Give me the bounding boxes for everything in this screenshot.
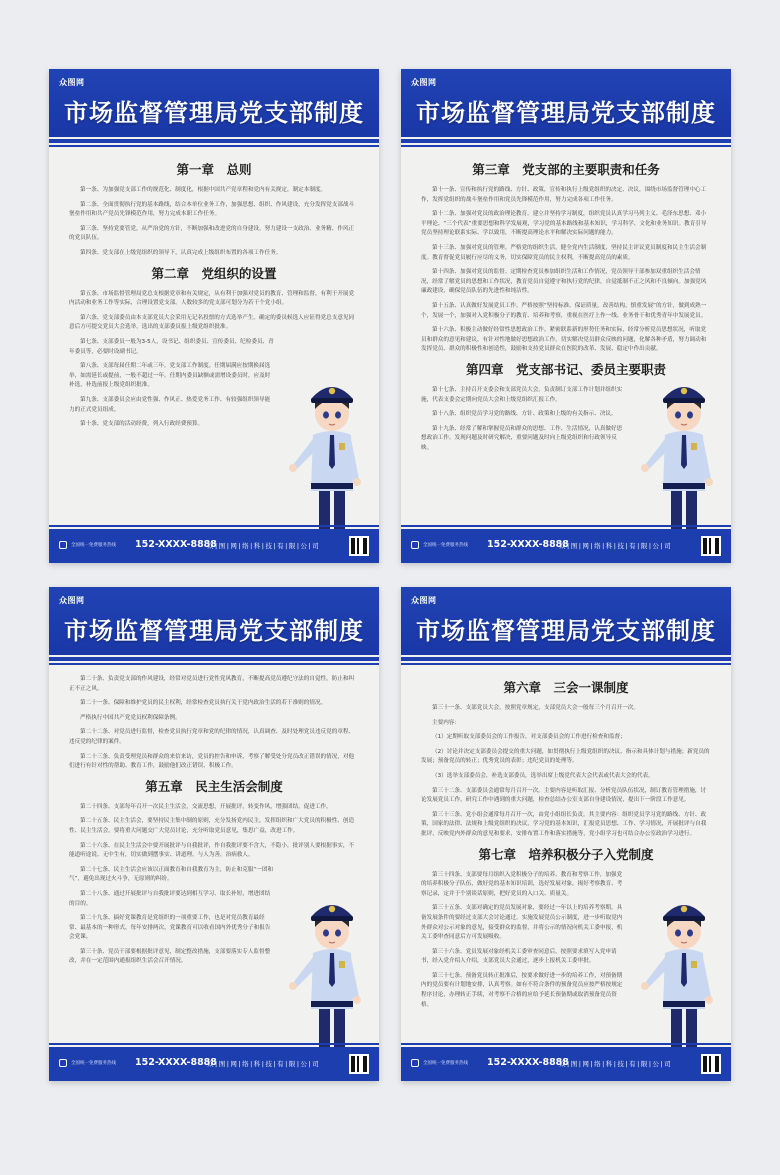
- header-stripe-thin: [49, 145, 379, 147]
- poster-header: [49, 587, 379, 655]
- qr-code-icon: [701, 1054, 721, 1074]
- poster-footer: [49, 1047, 379, 1081]
- clause-paragraph: 第三十三条、党小组会通常每月召开一次，由党小组组长负责。其主要内容：组织党员学习党的路线、方针、政策，国家的法律、法规和上级党组织的决议，学习党的基本知识，汇报党员思想、工作、学习情况，开展批评与自我批评，反映党内外群众的意见和要求，安排布置工作和落实措施等，党小组学习也可结合办公室政治学习进行。: [421, 811, 707, 837]
- chapter-title: 第四章 党支部书记、委员主要职责: [465, 361, 666, 377]
- poster-footer: [49, 529, 379, 563]
- hotline-label: 全国统一免费服务热线: [71, 543, 116, 548]
- poster-footer: [401, 1047, 731, 1081]
- logo-text: 众图网: [59, 596, 85, 605]
- clause-paragraph: 第六条、党支部委员由本支部党员大会采用无记名投票的方式选举产生。确定的委员候选人应征得党总支意见同意后方可提交党员大会选举，选出的支部委员报上级党组织批准。: [69, 314, 355, 331]
- clause-paragraph: 第八条、支部每届任期二年或三年。党支部工作制度。任期届满应按期换届选举，如需延长或提前，一般不超过一年。任期内委员缺额或需增设委员时，应及时补选，补选前报上级党组织批准。: [69, 363, 271, 389]
- header-stripe-thin: [401, 663, 731, 665]
- clause-paragraph: 第三十五条、支部对确定的党员发展对象，要经过一年以上的培养考察期，具备发展条件的要经过支部大会讨论通过。实施发展党员公示制度，进一步听取党内外群众对公示对象的意见，接受群众的监督，并将公示的情况向机关工委申报，机关工委审查同意后方可发展吸收。: [421, 905, 623, 941]
- poster-4: [401, 587, 731, 1081]
- clause-paragraph: 第二十四条、支部每年召开一次民主生活会，交流思想，开展批评，转变作风，增强团结，促进工作。: [80, 803, 332, 810]
- header-stripe: [401, 657, 731, 661]
- poster-title: 市场监督管理局党支部制度: [64, 617, 364, 645]
- poster-3: [49, 587, 379, 1081]
- clause-paragraph: 第二十三条、负责受理党员和群众的来信来访，党员的控告和申诉，考察了解受处分党员改正错误的情况，对他们进行有针对性的帮助、教育工作，鼓励他们改正错误、积极工作。: [69, 753, 355, 770]
- qr-code-icon: [349, 536, 369, 556]
- clause-paragraph: （2）讨论并决定支部委员会提交的重大问题，如贯彻执行上级党组织的决议、指示和具体计划与措施；新党员的发展；预备党员的转正；优秀党员的表彰；违纪党员的处理等。: [421, 748, 710, 765]
- phone-number: 152-XXXX-8888: [135, 1057, 217, 1068]
- phone-number: 152-XXXX-8888: [135, 539, 217, 550]
- clause-paragraph: 第二十一条、保障和维护党员的民主权利，经常检查党员执行关于党内政治生活的若干准则的情况。: [80, 700, 327, 707]
- clause-paragraph: 第二十九条、搞好党课教育是党组织的一项重要工作，也是对党员教育最经常、最基本的一种形式，每年安排两次，党课教育可以收看国内外优秀分子和报告会党课。: [69, 915, 271, 941]
- clause-paragraph: 第十五条、认真做好发展党员工作。严格按照“坚持标准，保证质量，改善结构，慎重发展”的方针，做到成熟一个，发展一个，加强对入党积极分子的教育、培养和考察，重视在医疗上作一线、业务骨干和优秀青年中发展党员。: [421, 302, 707, 319]
- chapter-title: 第三章 党支部的主要职责和任务: [472, 162, 660, 177]
- clause-paragraph: 第二十六条、在民主生活会中要开展批评与自我批评，作自我批评要不含大，不隐小，批评别人要根据事实，不能道听途说、无中生有，切实做到摆事实、讲道理，与人为善，治病救人。: [69, 842, 355, 859]
- clause-paragraph: 第二十八条、通过开展批评与自我批评要达到相互学习、取长补短，增进团结的目的。: [69, 890, 271, 907]
- clause-paragraph: 第十八条、组织党员学习党的路线、方针、政策和上级的有关指示、决议。: [432, 411, 617, 418]
- clause-paragraph: 第七条、支部委员一般为3-5人，设书记、组织委员、宣传委员、纪检委员、青年委员等，必要时设副书记。: [69, 338, 274, 355]
- clause-paragraph: 第三十条、党员干部要根据批评意见，制定整改措施，支部要落实专人监督整改，并在一定范围内通报组织生活会召开情况。: [69, 948, 271, 965]
- header-stripe: [49, 657, 379, 661]
- clause-paragraph: 第十一条、宣传和执行党的路线、方针、政策，宣传和执行上级党组织的决定、决议，围绕市场监督管理中心工作，发挥党组织的战斗堡垒作用和党员先锋模范作用，努力完成各项工作任务。: [421, 187, 707, 203]
- clause-paragraph: 第五条、市场监督管理局党总支根据党章和有关规定，从有利于加强对党员的教育、管理和监督，有利于开展党内活动和业务工作等实际，合理设置党支部。人数较多的党支部可划分为若干个党小组。: [69, 290, 355, 307]
- logo-text: 众图网: [411, 596, 437, 605]
- qr-code-icon: [349, 1054, 369, 1074]
- clause-paragraph: 第十九条、经常了解和掌握党员和群众的思想、工作、生活情况，认真做好思想政治工作。发现问题及时研究解决，重要问题及时向上级党组织和行政领导反映。: [421, 425, 623, 451]
- logo-text: 众图网: [59, 78, 85, 87]
- police-officer-icon: [289, 887, 377, 1057]
- chapter-title: 第六章 三会一课制度: [503, 680, 629, 695]
- clause-paragraph: 第十七条、主持召开支委会和支部党员大会。负责制订支部工作计划并组织实施，代表支委会定期向党员大会和上级党组织汇报工作。: [421, 386, 623, 403]
- clause-paragraph: 第二十七条、民主生活会应该以正面教育和自我教育为主，防止和克服“一团和气”，避免出现过火斗争，无原则的纠纷。: [69, 866, 274, 883]
- footer-logo-icon: [59, 1059, 67, 1067]
- footer-stripe: [49, 525, 379, 527]
- footer-logo-icon: [411, 541, 419, 549]
- clause-paragraph: 第十二条、加强对党员的政治理论教育。建立并坚持学习制度，组织党员认真学习马列主义、毛泽东思想、邓小平理论、“三个代表”重要思想和科学发展观，学习党的基本路线和基本知识，学习科学、文化和业务知识。教育引导党员坚持理论联系实际、学以致用，不断提高理论水平和解决实际问题的能力。: [421, 211, 707, 237]
- header-stripe-thin: [49, 663, 379, 665]
- chapter-title: 第二章 党组织的设置: [151, 265, 277, 281]
- clause-paragraph: 第三十二条、支部委员会通常每月召开一次。主要内容是听取汇报、分析党员队伍状况，制订教育管理措施，讨论发展党员工作，研究工作中遇到的重大问题，检查总结办公室支部自身建设情况，提出下一阶段工作意见。: [421, 787, 707, 804]
- poster-header: [401, 69, 731, 137]
- company-name: 众|图|网|络|科|技|有|限|公|司: [559, 542, 673, 550]
- poster-title: 市场监督管理局党支部制度: [416, 99, 716, 127]
- poster-title: 市场监督管理局党支部制度: [64, 99, 364, 127]
- clause-paragraph: 第三十六条、党员发展对象经机关工委审查同意后，按照要求填写入党申请书，经入党介绍人介绍，支部党员大会通过，逐步上报机关工委审批。: [421, 948, 617, 965]
- hotline-label: 全国统一免费服务热线: [423, 1061, 468, 1066]
- clause-paragraph: 第二十二条、对党员进行监督，检查党员执行党章和党的纪律的情况，认真调查、及时处理党员违反党的章程、违反党的纪律的案件。: [69, 729, 355, 745]
- clause-paragraph: （1）定期听取支部委员会的工作报告，对支部委员会的工作进行检查和监督；: [432, 734, 626, 741]
- clause-paragraph: 第十六条、积极主动做好经常性思想政治工作。紧密联系新的形势任务和实际，经常分析党员思想状况，听取党员和群众的意见和建议，有针对性地做好思想政治工作。切实解决党员群众反映的问题，化解各种矛盾，努力调动和发挥党员、群众的积极性和创造性，鼓励和支持党员群众在医院的改革、发展、稳定中作出贡献。: [421, 327, 707, 353]
- qr-code-icon: [701, 536, 721, 556]
- clause-paragraph: （3）选举支部委员会，补选支部委员，选举出席上级党代表大会代表或代表大会的代表。: [432, 772, 654, 779]
- phone-number: 152-XXXX-8888: [487, 1057, 569, 1068]
- clause-paragraph: 第二条、全面贯彻执行党的基本路线，结合本单位业务工作，加强思想、组织、作风建设，充分发挥党支部战斗堡垒作用和共产党员先锋模范作用，努力完成本职工作任务。: [69, 201, 355, 218]
- hotline-label: 全国统一免费服务热线: [423, 543, 468, 548]
- clause-paragraph: 第三十一条、支部党员大会，按照党章规定，支部党员大会一般每三个月召开一次。: [432, 705, 639, 711]
- footer-stripe: [49, 1043, 379, 1045]
- clause-paragraph: 第二十五条、民主生活会，要坚持民主集中制的原则，充分发扬党内民主，发挥组织和广大党员的积极性、创造性、民主生活会，要将重大问题交广大党员讨论，充分听取党员意见，集思广益，改进工作。: [69, 818, 355, 834]
- poster-header: [401, 587, 731, 655]
- clause-paragraph: 第十条、党支部的活动经费，列入行政经费预算。: [80, 421, 204, 428]
- header-stripe: [49, 139, 379, 143]
- clause-paragraph: 第四条、党支部在上级党组织的领导下，认真完成上级组织布置的各项工作任务。: [80, 249, 282, 256]
- company-name: 众|图|网|络|科|技|有|限|公|司: [207, 1060, 321, 1068]
- hotline-label: 全国统一免费服务热线: [71, 1061, 116, 1066]
- clause-paragraph: 第二十条、负责党支部的作风建设，经常对党员进行党性党风教育，不断提高党员遵纪守法的自觉性，防止和纠正不正之风。: [69, 676, 355, 692]
- clause-paragraph: 第九条、支部委员会应由党性强、作风正、热爱党务工作、有较强组织领导能力的正式党员组成。: [69, 396, 271, 413]
- clause-paragraph: 第十三条、加强对党员的管理。严格党的组织生活，健全党内生活制度，坚持民主评议党员制度和民主生活会制度。教育督促党员履行应尽的义务，切实保障党员的民主权利，不断提高党员的素质。: [421, 244, 707, 261]
- footer-logo-icon: [411, 1059, 419, 1067]
- clause-paragraph: 严格执行中国共产党党员权利保障条例。: [80, 714, 181, 721]
- police-officer-icon: [641, 369, 729, 539]
- poster-title: 市场监督管理局党支部制度: [416, 617, 716, 645]
- police-officer-icon: [641, 887, 729, 1057]
- footer-stripe: [401, 525, 731, 527]
- phone-number: 152-XXXX-8888: [487, 539, 569, 550]
- poster-footer: [401, 529, 731, 563]
- header-stripe-thin: [401, 145, 731, 147]
- company-name: 众|图|网|络|科|技|有|限|公|司: [207, 542, 321, 550]
- footer-stripe: [401, 1043, 731, 1045]
- clause-paragraph: 第三十四条、支部要每月组织入党积极分子的培养、教育和考察工作，加强党的培养积极分子队伍，做好党的基本知识培训，选好发展对象，揭好考察教育、考察记录，定并于个别谈话原则，把好党员的入口关、质量关。: [421, 871, 623, 897]
- company-name: 众|图|网|络|科|技|有|限|公|司: [559, 1060, 673, 1068]
- police-officer-icon: [289, 369, 377, 539]
- clause-paragraph: 第十四条、加强对党员的监督。定期检查党员参加组织生活和工作情况，党员领导干部参加双重组织生活会情况，经常了解党员的思想和工作状况，教育党员自觉遵守和执行党的纪律，自觉抵制不正之风和不良倾向。加强党风廉政建设，确保党员队伍的先进性和纯洁性。: [421, 269, 707, 295]
- header-stripe: [401, 139, 731, 143]
- clause-paragraph: 第一条、为加强党支部工作的规范化、制度化，根据中国共产党章程和党内有关规定，制定本制度。: [80, 187, 327, 193]
- poster-header: [49, 69, 379, 137]
- logo-text: 众图网: [411, 78, 437, 87]
- clause-paragraph: 第三条、坚持党要管党，从严治党的方针，不断加强和改进党的自身建设。努力建设一支政治、业务精、作风正的党员队伍。: [69, 225, 355, 242]
- chapter-title: 第一章 总则: [176, 162, 252, 177]
- poster-2: [401, 69, 731, 563]
- clause-paragraph: 第三十七条、预备党员转正批准后，按要求做好进一步的培养工作，对预备期内的党员要有计划地安排，认真考察。如有不符合条件的预备党员应按严格按规定程序讨论，办理转正手续，对考察不合格的应给予延长预备期或取消预备党员资格。: [421, 972, 623, 1008]
- chapter-title: 第七章 培养积极分子入党制度: [478, 846, 654, 862]
- chapter-title: 第五章 民主生活会制度: [145, 778, 283, 794]
- footer-logo-icon: [59, 541, 67, 549]
- poster-1: [49, 69, 379, 563]
- clause-paragraph: 主要内容：: [432, 719, 460, 726]
